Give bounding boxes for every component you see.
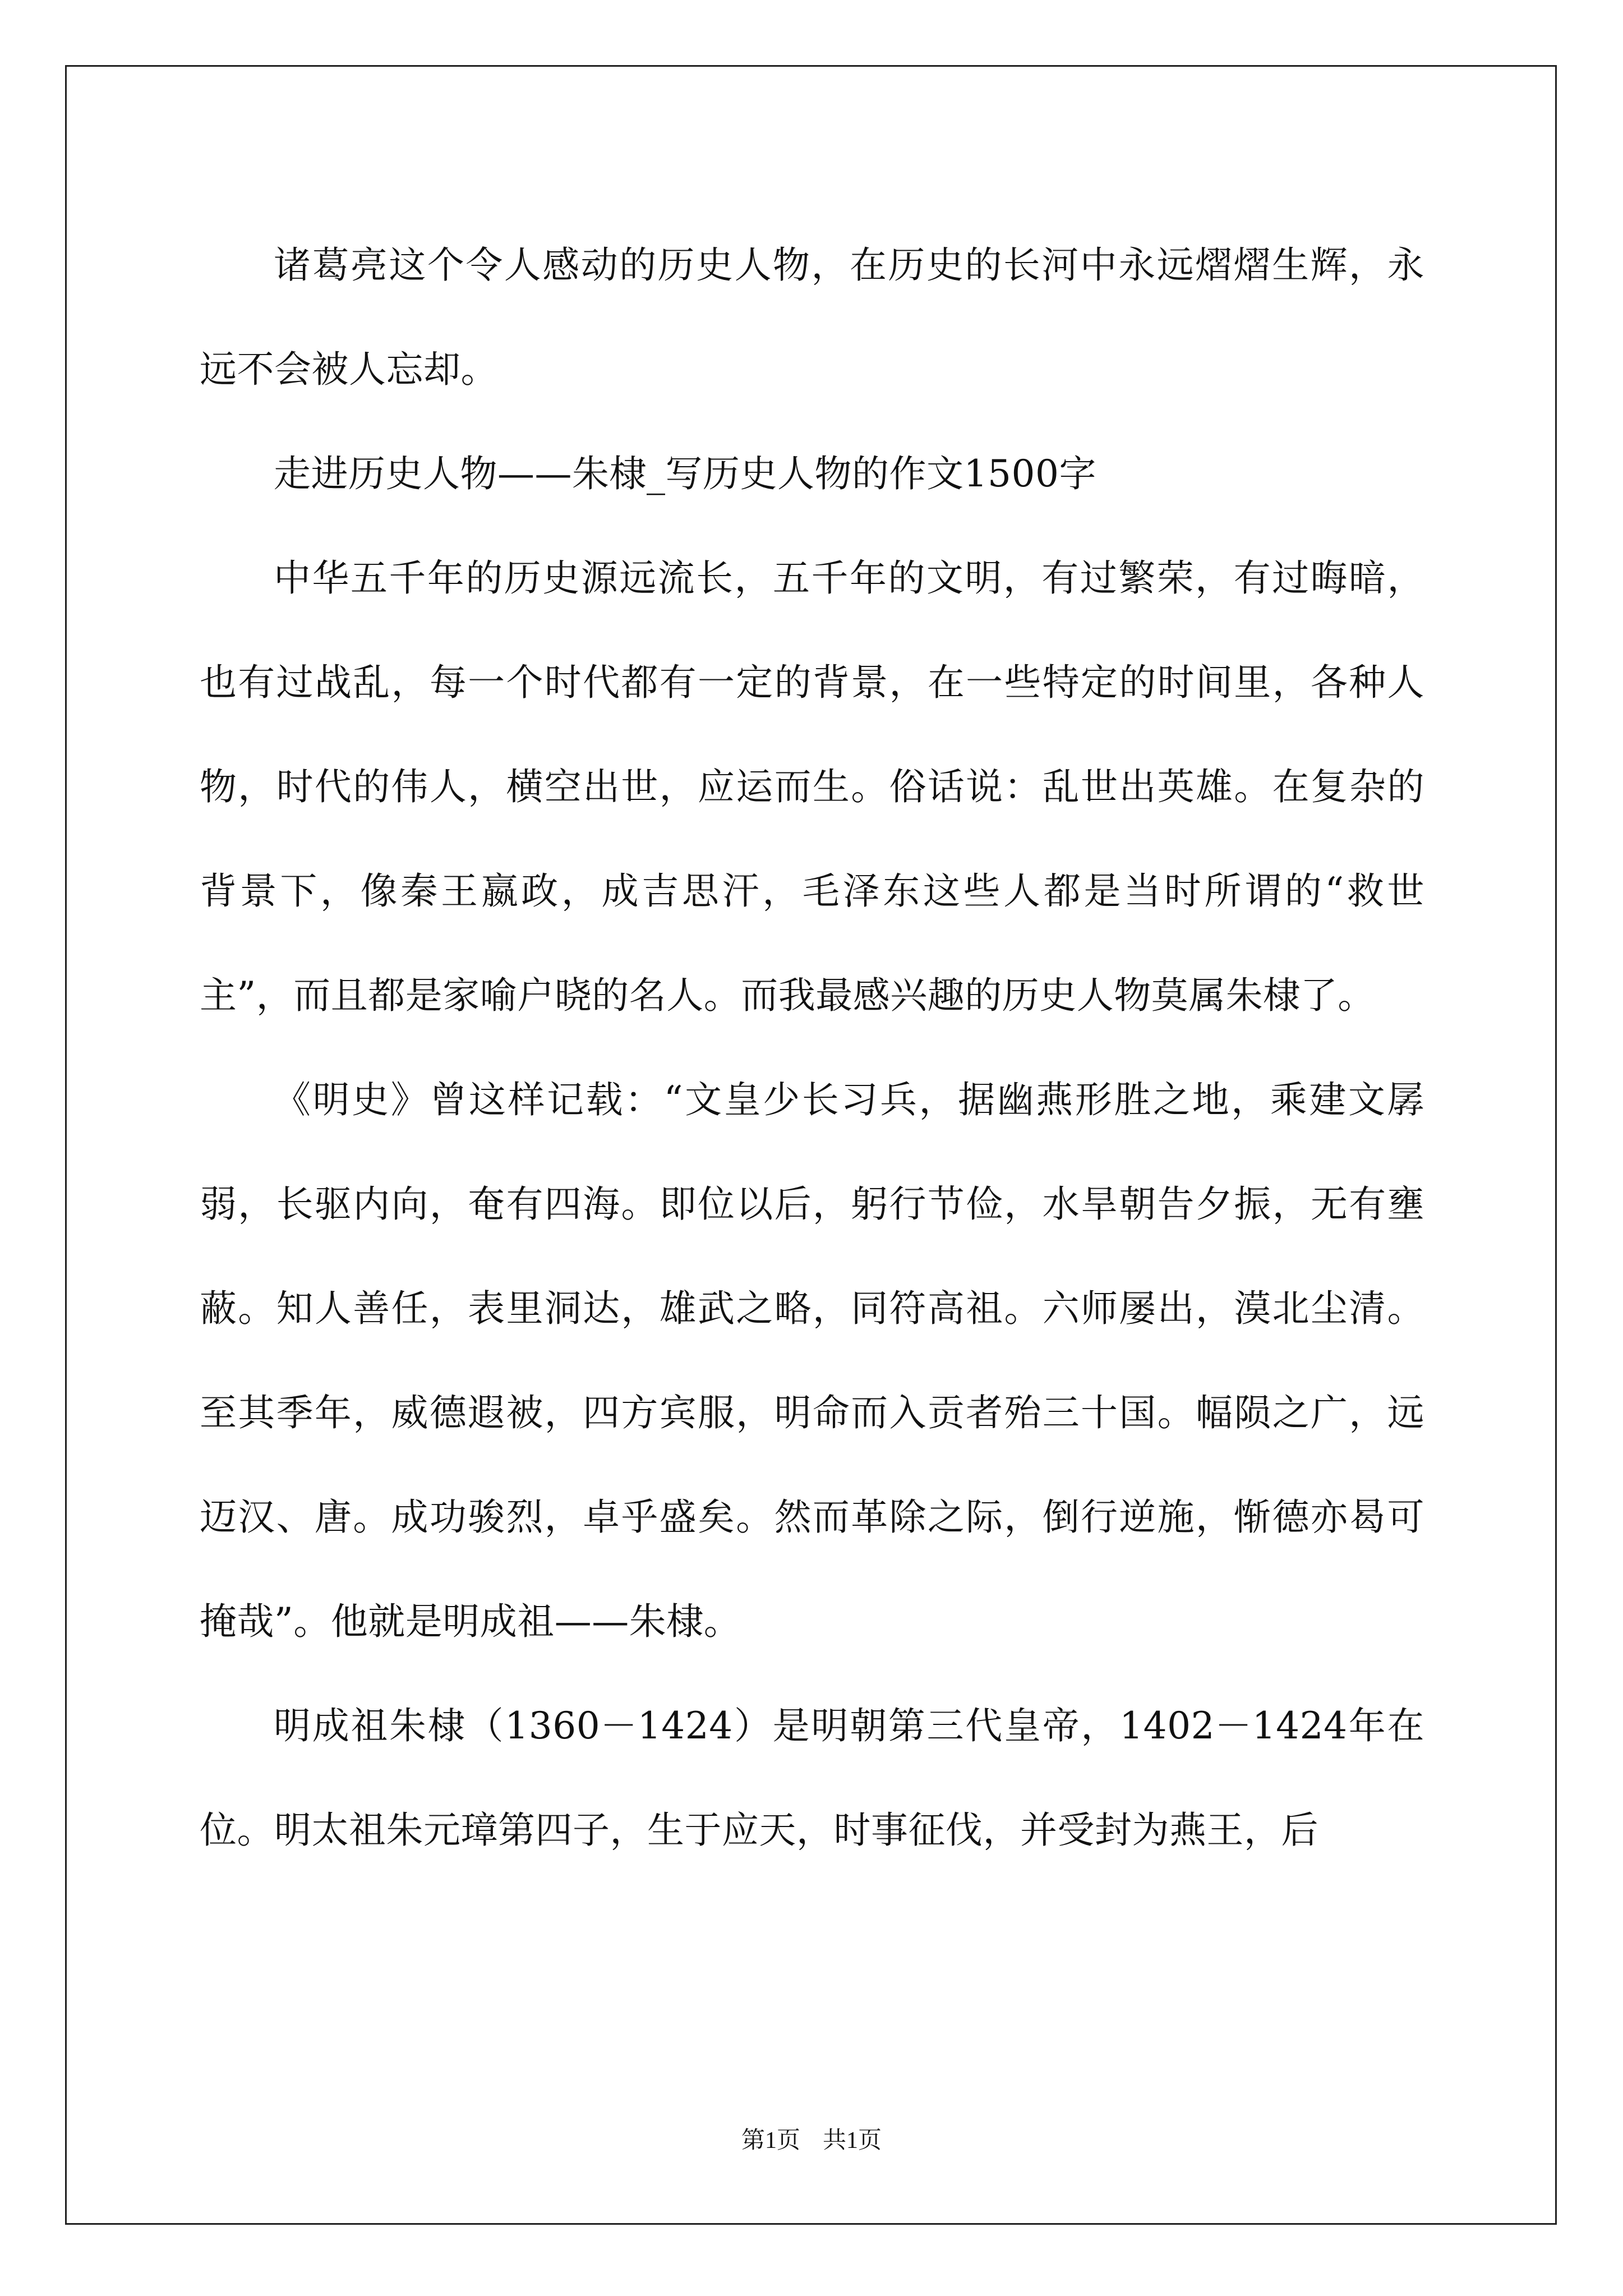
page-total: 共1页 (823, 2128, 882, 2154)
page-footer (0, 2124, 1623, 2157)
paragraph-intro: 中华五千年的历史源远流长，五千年的文明，有过繁荣，有过晦暗，也有过战乱，每一个时代都有一定的背景，在一些特定的时间里，各种人物，时代的伟人，横空出世，应运而生。俗话说：乱世出英雄。在复杂的背景下，像秦王嬴政，成吉思汗，毛泽东这些人都是当时所谓的“救世主”，而且都是家喻户晓的名人。而我最感兴趣的历史人物莫属朱棣了。 (200, 556, 1424, 1017)
paragraph-ming-history-quote: 《明史》曾这样记载：“文皇少长习兵，据幽燕形胜之地，乘建文孱弱，长驱内向，奄有四海。即位以后，躬行节俭，水旱朝告夕振，无有壅蔽。知人善任，表里洞达，雄武之略，同符高祖。六师屡出，漠北尘清。至其季年，威德遐被，四方宾服，明命而入贡者殆三十国。幅陨之广，远迈汉、唐。成功骏烈，卓乎盛矣。然而革除之际，倒行逆施，惭德亦曷可掩哉”。他就是明成祖——朱棣。 (200, 1078, 1424, 1643)
paragraph-closing-line: 诸葛亮这个令人感动的历史人物，在历史的长河中永远熠熠生辉，永远不会被人忘却。 (200, 243, 1424, 391)
document-body (200, 213, 1424, 1883)
page-number: 第1页 (741, 2128, 800, 2154)
paragraph-biography: 明成祖朱棣（1360－1424）是明朝第三代皇帝，1402－1424年在位。明太祖朱元璋第四子，生于应天，时事征伐，并受封为燕王，后 (200, 1704, 1424, 1852)
article-title: 走进历史人物——朱棣_写历史人物的作文1500字 (274, 452, 1096, 495)
